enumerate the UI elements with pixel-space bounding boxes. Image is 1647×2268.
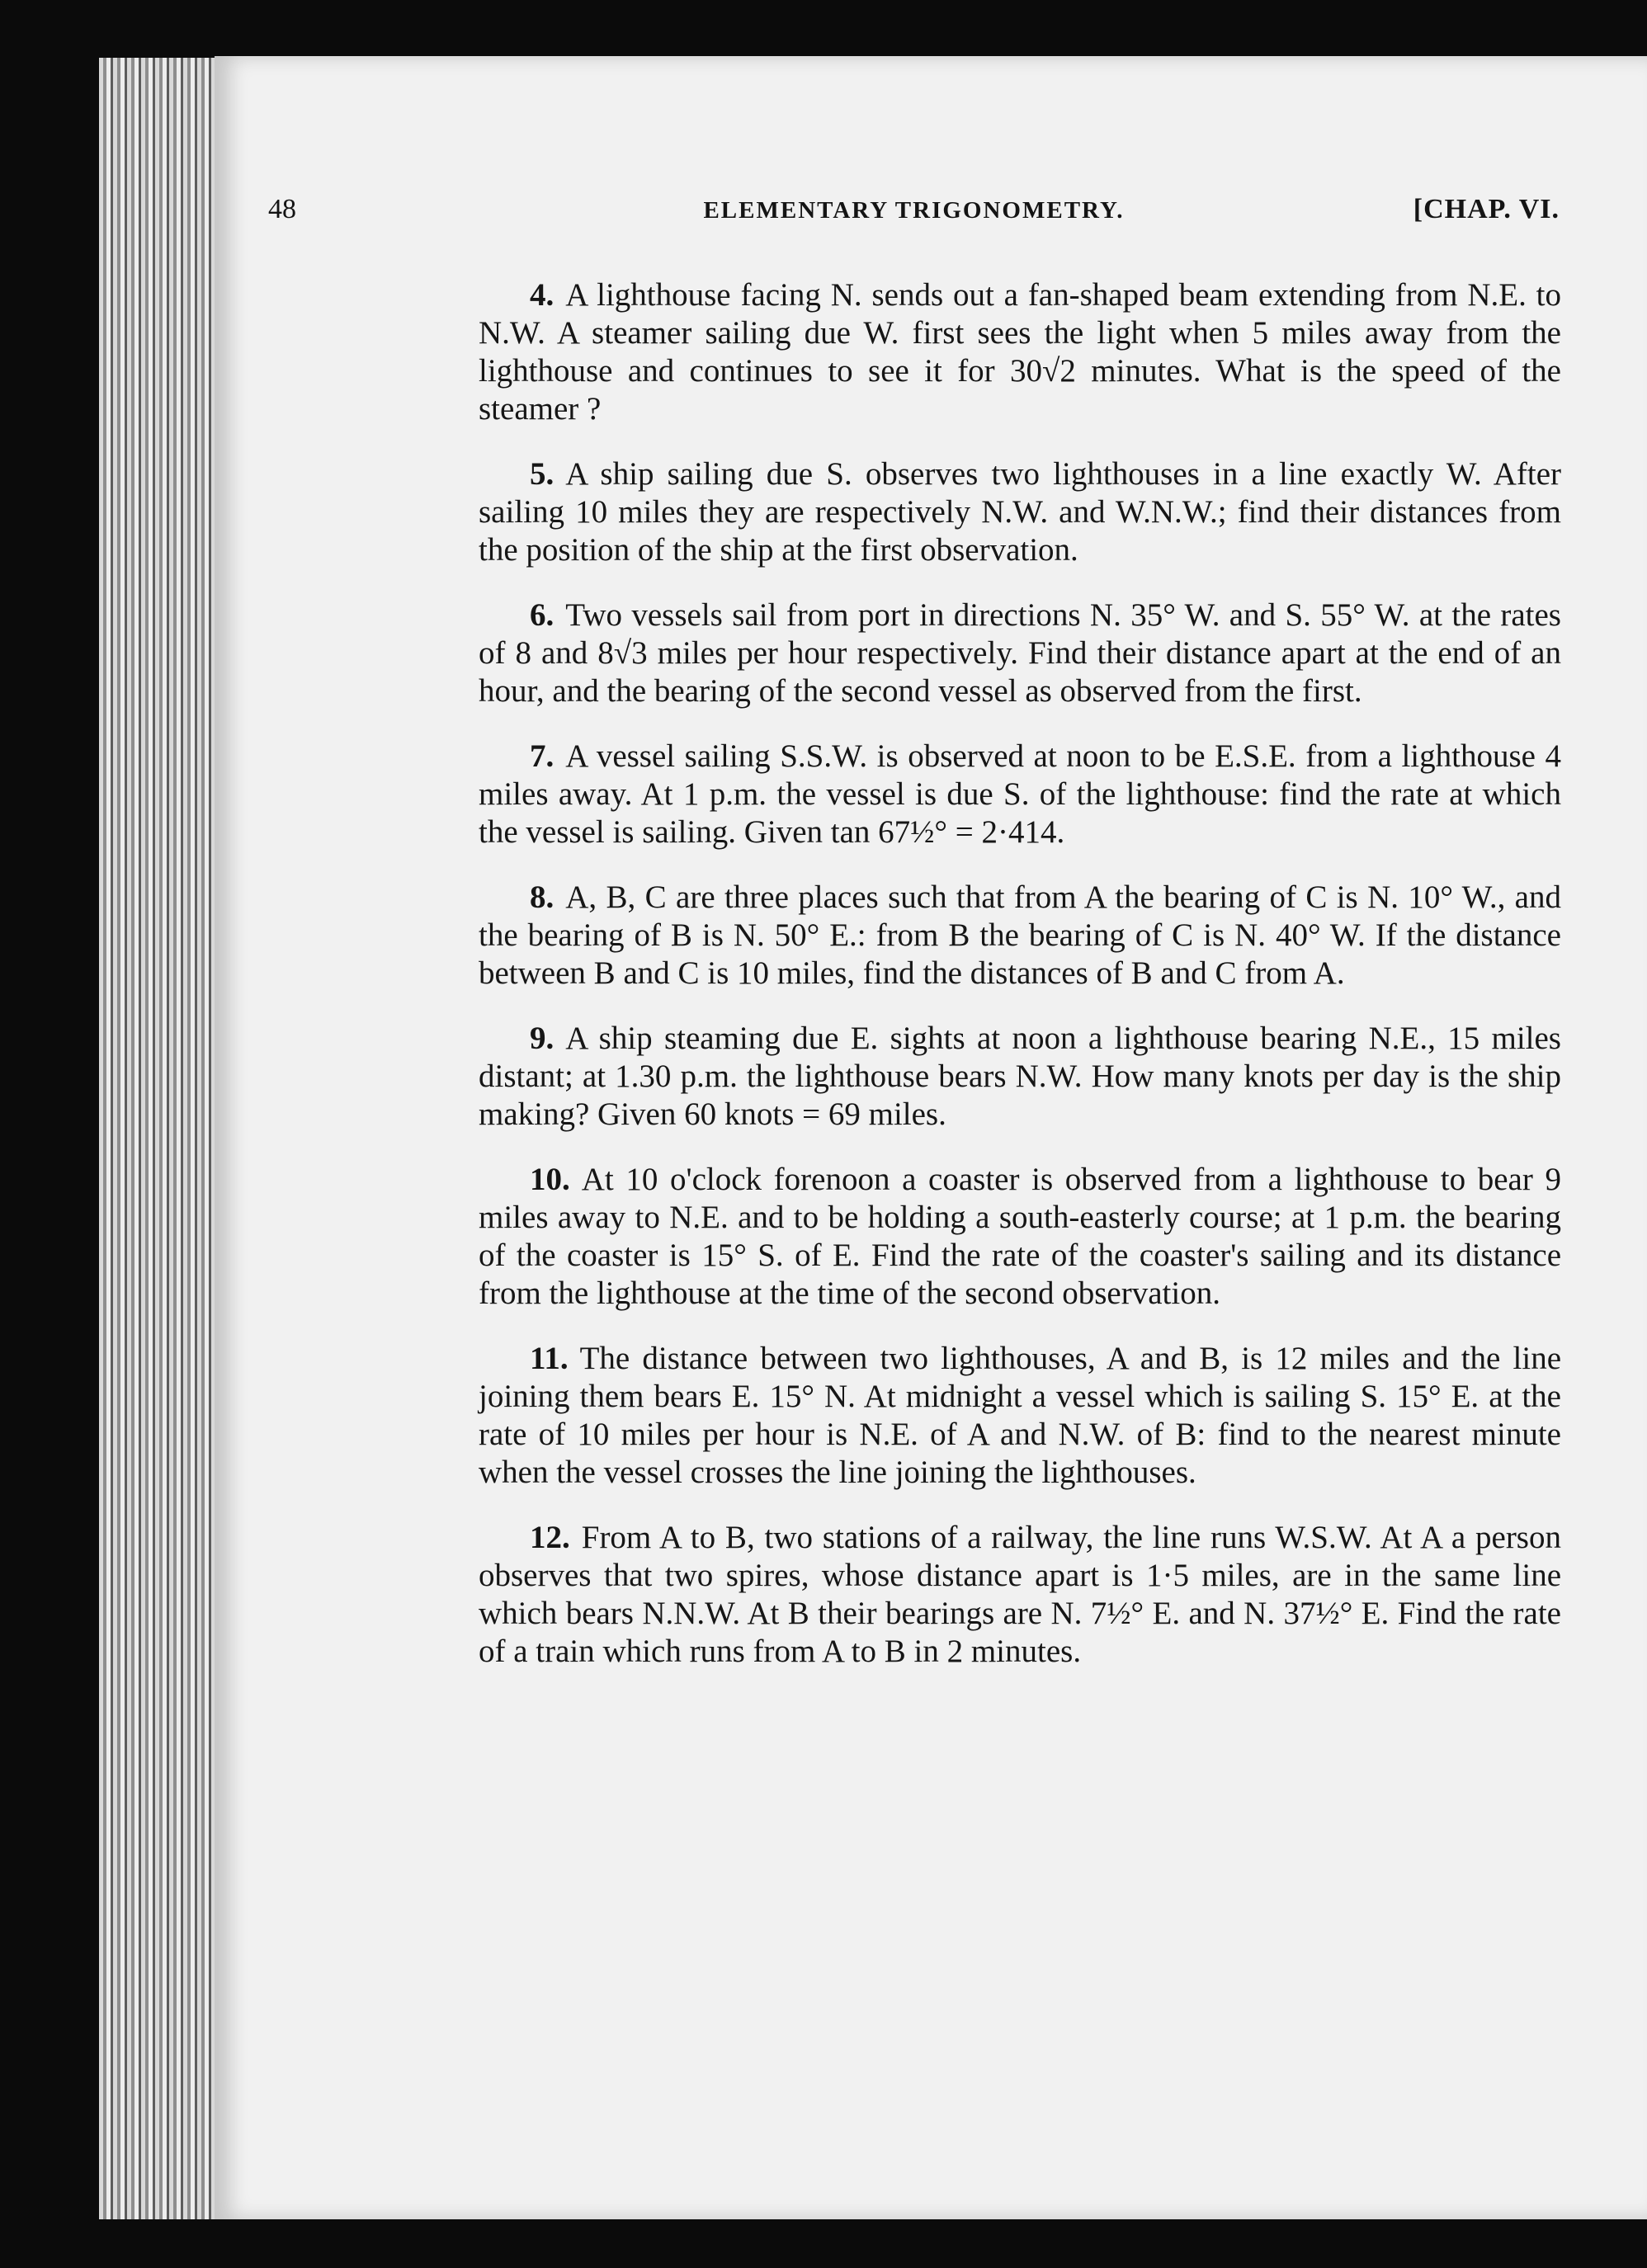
problem-6 <box>479 596 1561 710</box>
problem-7 <box>479 738 1561 851</box>
problem-number: 5. <box>530 456 555 492</box>
problem-number: 10. <box>530 1162 570 1197</box>
problem-8 <box>479 879 1561 993</box>
problem-number: 8. <box>530 879 555 915</box>
running-title: ELEMENTARY TRIGONOMETRY. <box>703 197 1125 224</box>
problem-text: A, B, C are three places such that from A the bearing of C is N. 10° W., and the bearing of B is N. 50° E.: from B the bearing of C is N. 40° W. If the distance between B and C is 10 miles, find the distances of B and C from A. <box>479 879 1561 991</box>
problem-text: From A to B, two stations of a railway, the line runs W.S.W. At A a person observes that two spires, whose distance apart is 1·5 miles, are in the same line which bears N.N.W. At B their bearings are N. 7½° E. and N. 37½° E. Find the rate of a train which runs from A to B in 2 minutes. <box>479 1520 1561 1669</box>
page-number: 48 <box>268 194 296 224</box>
problem-number: 11. <box>530 1341 569 1376</box>
running-header <box>268 194 1560 243</box>
problem-text: A vessel sailing S.S.W. is observed at noon to be E.S.E. from a lighthouse 4 miles away. At 1 p.m. the vessel is due S. of the lighthouse: find the rate at which the vessel is sailing. Given tan 67½° = 2·414. <box>479 738 1561 850</box>
problem-text: Two vessels sail from port in directions N. 35° W. and S. 55° W. at the rates of 8 and 8√3 miles per hour respectively. Find their distance apart at the end of an hour, and the bearing of the second vessel as observed from the first. <box>479 597 1561 709</box>
problem-9 <box>479 1020 1561 1134</box>
problem-number: 12. <box>530 1520 570 1555</box>
chapter-label: [CHAP. VI. <box>1413 194 1560 224</box>
problem-number: 6. <box>530 597 555 633</box>
problem-number: 7. <box>530 738 555 774</box>
problem-number: 9. <box>530 1021 555 1056</box>
problem-12 <box>479 1519 1561 1671</box>
problem-text: A lighthouse facing N. sends out a fan-shaped beam extending from N.E. to N.W. A steamer sailing due W. first sees the light when 5 miles away from the lighthouse and continues to see it for 30√2 minutes. What is the speed of the steamer ? <box>479 277 1561 427</box>
problem-11 <box>479 1340 1561 1492</box>
problem-list <box>479 276 1561 1698</box>
problem-10 <box>479 1161 1561 1313</box>
problem-5 <box>479 455 1561 569</box>
problem-4 <box>479 276 1561 428</box>
problem-number: 4. <box>530 277 555 313</box>
problem-text: The distance between two lighthouses, A and B, is 12 miles and the line joining them bears E. 15° N. At midnight a vessel which is sailing S. 15° E. at the rate of 10 miles per hour is N.E. of A and N.W. of B: find to the nearest minute when the vessel crosses the line joining the lighthouses. <box>479 1341 1561 1490</box>
problem-text: A ship sailing due S. observes two lighthouses in a line exactly W. After sailing 10 miles they are respectively N.W. and W.N.W.; find their distances from the position of the ship at the first observation. <box>479 456 1561 568</box>
problem-text: A ship steaming due E. sights at noon a lighthouse bearing N.E., 15 miles distant; at 1.30 p.m. the lighthouse bears N.W. How many knots per day is the ship making? Given 60 knots = 69 miles. <box>479 1021 1561 1132</box>
problem-text: At 10 o'clock forenoon a coaster is observed from a lighthouse to bear 9 miles away to N.E. and to be holding a south-easterly course; at 1 p.m. the bearing of the coaster is 15° S. of E. Find the rate of the coaster's sailing and its distance from the lighthouse at the time of the second observation. <box>479 1162 1561 1311</box>
